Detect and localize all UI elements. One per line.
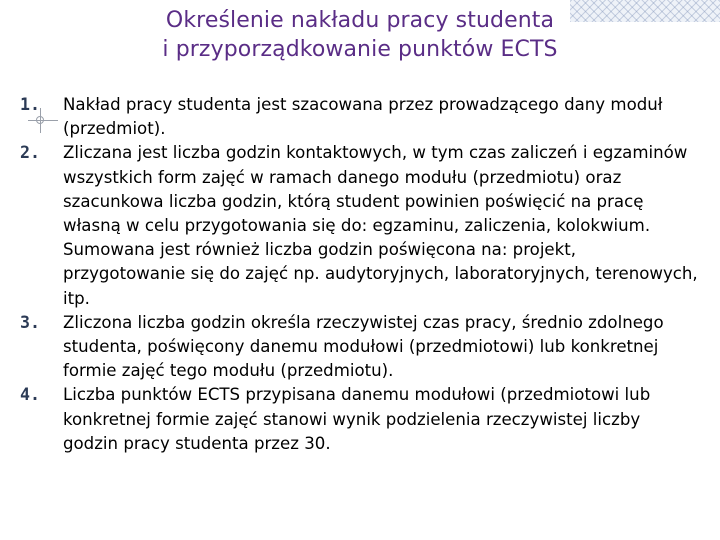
list-item-text: Nakład pracy studenta jest szacowana przez prowadzącego dany moduł (przedmiot). — [63, 95, 663, 139]
numbered-list — [20, 93, 700, 456]
list-item-text: Liczba punktów ECTS przypisana danemu modułowi (przedmiotowi lub konkretnej formie zajęć stanowi wynik podzielenia rzeczywistej liczby godzin pracy studenta przez 30. — [63, 385, 651, 453]
list-item-number: 3. — [20, 312, 40, 332]
slide-title-line-2: i przyporządkowanie punktów ECTS — [162, 37, 558, 62]
list-item-number: 2. — [20, 143, 40, 163]
list-item — [20, 311, 700, 384]
slide-title-line-1: Określenie nakładu pracy studenta — [165, 8, 555, 33]
list-item-text: Zliczona liczba godzin określa rzeczywistej czas pracy, średnio zdolnego studenta, poświęcony danemu modułowi (przedmiotowi) lub konkretnej formie zajęć tego modułu (przedmiotu). — [63, 312, 664, 381]
list-item-number: 1. — [20, 95, 40, 114]
list-item — [20, 383, 700, 456]
slide-title — [60, 6, 660, 64]
list-item-text: Zliczana jest liczba godzin kontaktowych, w tym czas zaliczeń i egzaminów wszystkich form zajęć w ramach danego modułu (przedmiotu) oraz szacunkowa liczba godzin, którą student powinien poświęcić na pracę własną w celu przygotowania się do: egzaminu, zaliczenia, kolokwium. Sumowana jest również liczba godzin poświęcona na: projekt, przygotowanie się do zajęć np. audytoryjnych, laboratoryjnych, terenowych, itp. — [63, 143, 698, 308]
list-item-number: 4. — [20, 385, 40, 405]
list-item — [20, 141, 700, 310]
list-item — [20, 93, 700, 141]
